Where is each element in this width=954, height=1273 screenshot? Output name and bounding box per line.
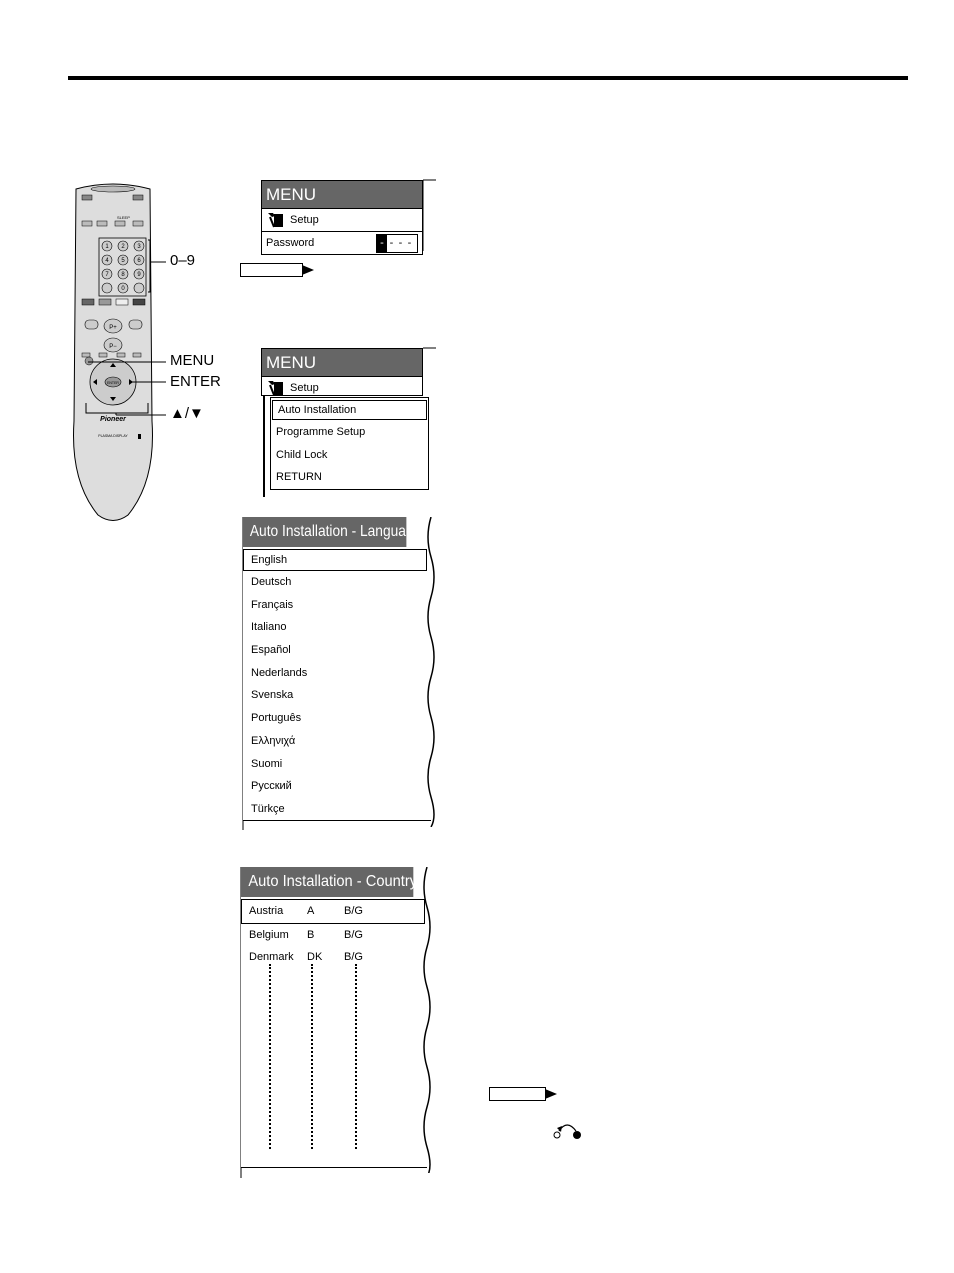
country-panel-title: Auto Installation - Country xyxy=(241,867,413,897)
key-8: 8 xyxy=(121,272,125,278)
submenu-item-auto-installation[interactable]: Auto Installation xyxy=(272,400,427,420)
setup-tools-icon xyxy=(266,379,286,397)
language-item-russian[interactable]: Русский xyxy=(251,780,292,793)
callout-digits: 0–9 xyxy=(170,252,196,269)
return-icon xyxy=(553,1121,583,1141)
language-item-deutsch[interactable]: Deutsch xyxy=(251,576,292,588)
language-item-turkce[interactable]: Türkçe xyxy=(251,802,285,815)
p-plus-text: P+ xyxy=(109,325,117,331)
country-code: A xyxy=(307,905,315,917)
key-5: 5 xyxy=(121,258,125,264)
submenu-item-child-lock[interactable]: Child Lock xyxy=(276,448,328,461)
menu-title-2: MENU xyxy=(262,349,422,376)
country-system: B/G xyxy=(344,951,363,963)
menu-title: MENU xyxy=(262,181,422,208)
enter-key-text: ENTER xyxy=(107,381,119,385)
country-name: Denmark xyxy=(249,951,294,963)
remote-sleep-text: SLEEP xyxy=(117,215,130,220)
key-0: 0 xyxy=(121,286,125,292)
setup-label-2: Setup xyxy=(290,382,319,394)
password-row xyxy=(262,231,422,254)
key-1: 1 xyxy=(105,244,109,250)
remote-brand-text: Pioneer xyxy=(100,416,126,423)
country-system: B/G xyxy=(344,905,363,917)
key-6: 6 xyxy=(137,258,141,264)
note-arrow-box-2 xyxy=(489,1086,565,1102)
setup-submenu xyxy=(270,397,429,490)
country-panel-border xyxy=(241,867,435,1173)
country-system: B/G xyxy=(344,928,363,941)
key-2: 2 xyxy=(121,244,125,250)
setup-row-2 xyxy=(262,376,422,399)
note-arrow-box xyxy=(240,262,316,278)
language-item-nederlands[interactable]: Nederlands xyxy=(251,666,308,679)
setup-label: Setup xyxy=(290,214,319,226)
country-name: Austria xyxy=(249,905,284,917)
country-code: DK xyxy=(307,951,323,963)
language-item-italiano[interactable]: Italiano xyxy=(251,621,287,634)
language-item-english[interactable]: English xyxy=(243,549,427,571)
menu-password-panel xyxy=(261,180,423,255)
language-item-svenska[interactable]: Svenska xyxy=(251,689,294,702)
setup-row xyxy=(262,208,422,231)
language-item-greek[interactable]: Ελληνιχά xyxy=(251,734,296,747)
key-7: 7 xyxy=(105,272,109,278)
language-panel-border xyxy=(243,517,435,827)
key-3: 3 xyxy=(137,244,141,250)
password-field[interactable] xyxy=(376,234,418,253)
country-code: B xyxy=(307,928,315,941)
key-4: 4 xyxy=(105,258,109,264)
language-item-portugues[interactable]: Português xyxy=(251,712,302,725)
remote-model-text: PLASMA DISPLAY xyxy=(98,434,128,438)
language-item-suomi[interactable]: Suomi xyxy=(251,757,283,770)
language-item-francais[interactable]: Français xyxy=(251,598,294,611)
submenu-item-programme-setup[interactable]: Programme Setup xyxy=(276,426,366,438)
p-minus-text: P− xyxy=(109,344,117,350)
submenu-item-return[interactable]: RETURN xyxy=(276,471,322,483)
password-digit-2: - xyxy=(389,237,394,249)
password-digit-4: - xyxy=(407,237,412,249)
callout-menu: MENU xyxy=(170,352,215,369)
password-digit-1: - xyxy=(377,235,387,252)
password-digit-3: - xyxy=(398,237,403,249)
language-panel-title: Auto Installation - Language xyxy=(243,517,406,547)
password-label: Password xyxy=(266,237,315,249)
language-item-espanol[interactable]: Español xyxy=(251,644,291,657)
callout-enter: ENTER xyxy=(170,373,221,390)
country-name: Belgium xyxy=(249,928,289,941)
key-9: 9 xyxy=(137,272,141,278)
menu-setup-panel xyxy=(261,348,423,396)
setup-tools-icon xyxy=(266,211,286,229)
callout-updown: ▲/▼ xyxy=(170,405,204,422)
